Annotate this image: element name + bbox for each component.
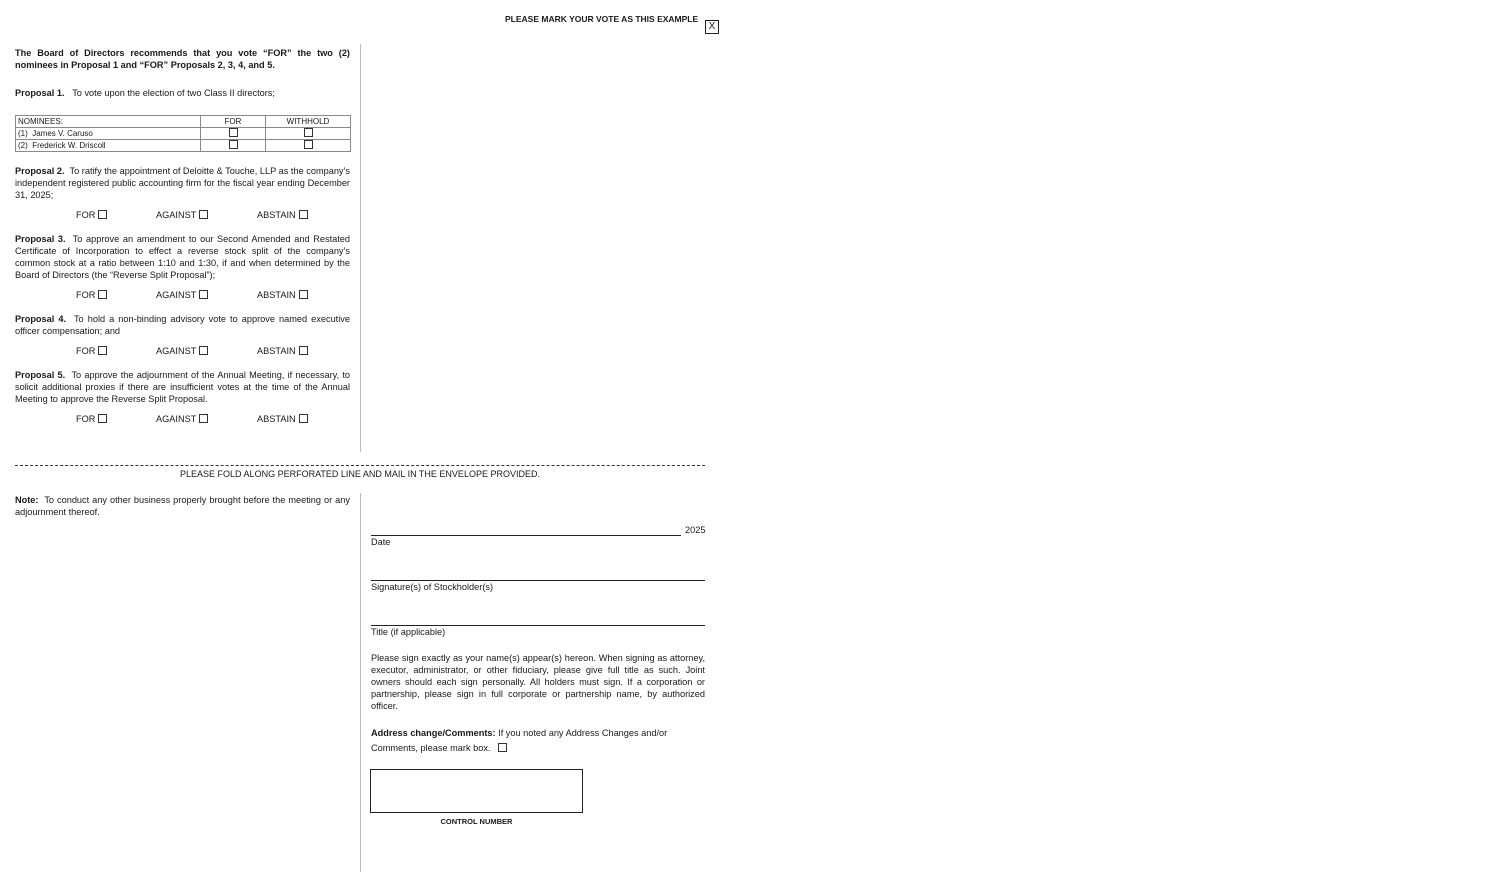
note (15, 494, 350, 518)
nominee-row (16, 140, 351, 152)
abstain-label: ABSTAIN (257, 210, 296, 220)
title-label: Title (if applicable) (371, 627, 446, 637)
proposal-2-for-checkbox[interactable] (98, 210, 107, 219)
proposal-3-vote-row (0, 289, 360, 301)
address-change (371, 727, 707, 739)
nominees-table (15, 115, 351, 152)
for-label: FOR (76, 290, 96, 300)
proposal-4-for-checkbox[interactable] (98, 346, 107, 355)
proposal-3-against-checkbox[interactable] (199, 290, 208, 299)
proposal-2-text: To ratify the appointment of Deloitte & Touche, LLP as the company’s independent registered public accounting firm for the fiscal year ending December 31, 2025; (15, 166, 350, 200)
address-change-line2 (371, 742, 507, 754)
proposal-5-against-checkbox[interactable] (199, 414, 208, 423)
perforated-line (15, 465, 705, 466)
proposal-5-text: To approve the adjournment of the Annual Meeting, if necessary, to solicit additional proxies if there are insufficient votes at the time of the Annual Meeting to approve the Reverse Split Proposal. (15, 370, 350, 404)
nominee-2-for-checkbox[interactable] (229, 140, 238, 149)
withhold-header: WITHHOLD (266, 116, 351, 128)
abstain-label: ABSTAIN (257, 414, 296, 424)
date-year: 2025 (685, 525, 706, 535)
proposal-5 (15, 369, 350, 405)
proposal-5-label: Proposal 5. (15, 370, 66, 380)
vote-example-instruction: PLEASE MARK YOUR VOTE AS THIS EXAMPLE (505, 14, 699, 24)
column-divider-bottom (360, 493, 361, 872)
proposal-1-text: To vote upon the election of two Class II directors; (72, 88, 275, 98)
nominee-cell (16, 140, 201, 152)
proposal-4-abstain-checkbox[interactable] (299, 346, 308, 355)
note-text: To conduct any other business properly brought before the meeting or any adjournment thereof. (15, 495, 350, 517)
note-label: Note: (15, 495, 39, 505)
nominee-1-withhold-checkbox[interactable] (304, 128, 313, 137)
proposal-2 (15, 165, 350, 201)
proposal-4-label: Proposal 4. (15, 314, 67, 324)
nominee-number: (2) (18, 141, 28, 150)
proposal-4-vote-row (0, 345, 360, 357)
vote-example-mark: X (705, 20, 719, 34)
date-line[interactable] (371, 535, 681, 536)
nominee-number: (1) (18, 129, 28, 138)
address-change-text-2: Comments, please mark box. (371, 743, 491, 753)
for-label: FOR (76, 346, 96, 356)
proposal-1-label: Proposal 1. (15, 88, 65, 98)
against-label: AGAINST (156, 290, 197, 300)
for-label: FOR (76, 414, 96, 424)
proposal-4-text: To hold a non-binding advisory vote to approve named executive officer compensation; and (15, 314, 350, 336)
against-label: AGAINST (156, 414, 197, 424)
address-change-checkbox[interactable] (498, 743, 507, 752)
control-number-label: CONTROL NUMBER (440, 817, 513, 826)
proposal-2-against-checkbox[interactable] (199, 210, 208, 219)
nominee-1-for-checkbox[interactable] (229, 128, 238, 137)
nominee-name: Frederick W. Driscoll (32, 141, 106, 150)
control-number-box (370, 769, 583, 813)
signing-instructions: Please sign exactly as your name(s) appear(s) hereon. When signing as attorney, executor, administrator, or other fiduciary, please give full title as such. Joint owners should each sign personally. All holders must sign. If a corporation or partnership, please sign in full corporate or partnership name, by authorized officer. (371, 653, 705, 711)
proposal-1 (15, 87, 350, 99)
proposal-5-for-checkbox[interactable] (98, 414, 107, 423)
proposal-3-label: Proposal 3. (15, 234, 66, 244)
address-change-text: If you noted any Address Changes and/or (498, 728, 668, 738)
proposal-5-vote-row (0, 413, 360, 425)
nominee-name: James V. Caruso (32, 129, 93, 138)
proposal-4-against-checkbox[interactable] (199, 346, 208, 355)
nominee-row (16, 128, 351, 140)
proposal-2-label: Proposal 2. (15, 166, 65, 176)
nominees-header-row (16, 116, 351, 128)
column-divider-top (360, 44, 361, 452)
against-label: AGAINST (156, 210, 197, 220)
board-recommendation: The Board of Directors recommends that you vote “FOR” the two (2) nominees in Proposal 1 and “FOR” Proposals 2, 3, 4, and 5. (15, 48, 350, 70)
proposal-3 (15, 233, 350, 281)
proposal-5-abstain-checkbox[interactable] (299, 414, 308, 423)
abstain-label: ABSTAIN (257, 290, 296, 300)
signature-label: Signature(s) of Stockholder(s) (371, 582, 494, 592)
date-label: Date (371, 537, 391, 547)
proposal-3-text: To approve an amendment to our Second Amended and Restated Certificate of Incorporation to effect a reverse stock split of the company’s common stock at a ratio between 1:10 and 1:30, if and when determined by the Board of Directors (the “Reverse Split Proposal”); (15, 234, 350, 280)
for-header: FOR (201, 116, 266, 128)
abstain-label: ABSTAIN (257, 346, 296, 356)
proposal-3-for-checkbox[interactable] (98, 290, 107, 299)
proposal-3-abstain-checkbox[interactable] (299, 290, 308, 299)
against-label: AGAINST (156, 346, 197, 356)
proposal-2-abstain-checkbox[interactable] (299, 210, 308, 219)
for-label: FOR (76, 210, 96, 220)
proposal-4 (15, 313, 350, 337)
nominees-header: NOMINEES: (16, 116, 201, 128)
address-change-label: Address change/Comments: (371, 728, 496, 738)
nominee-2-withhold-checkbox[interactable] (304, 140, 313, 149)
proposal-2-vote-row (0, 209, 360, 221)
fold-instruction: PLEASE FOLD ALONG PERFORATED LINE AND MAIL IN THE ENVELOPE PROVIDED. (180, 469, 540, 479)
nominee-cell (16, 128, 201, 140)
